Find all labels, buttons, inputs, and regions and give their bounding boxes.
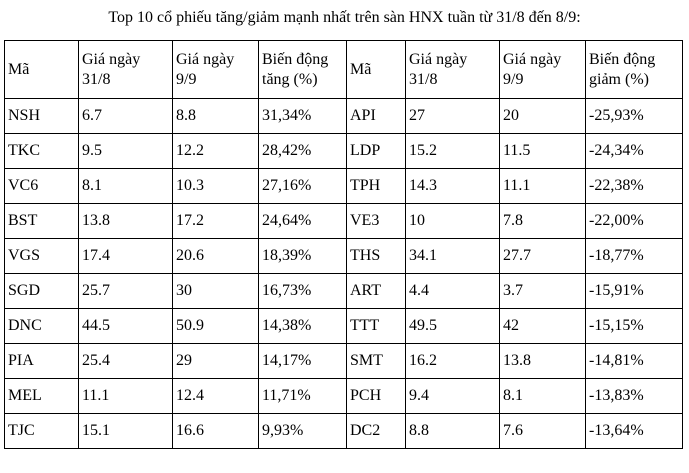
gainer-price-9-9: 50.9: [173, 309, 259, 344]
gainer-price-9-9: 12.4: [173, 379, 259, 414]
gainer-change: 9,93%: [259, 414, 347, 449]
table-row: [5, 309, 683, 344]
table-row: [5, 274, 683, 309]
loser-price-31-8: 15.2: [406, 134, 500, 169]
gainer-price-31-8: 8.1: [79, 169, 173, 204]
table-row: [5, 169, 683, 204]
gainer-code: VC6: [5, 169, 79, 204]
stock-movers-table: [4, 40, 683, 449]
loser-price-9-9: 11.1: [500, 169, 586, 204]
table-row: [5, 99, 683, 134]
gainer-change: 14,17%: [259, 344, 347, 379]
gainer-code: NSH: [5, 99, 79, 134]
gainer-change: 18,39%: [259, 239, 347, 274]
gainer-change: 24,64%: [259, 204, 347, 239]
gainer-price-31-8: 44.5: [79, 309, 173, 344]
header-price-start-left: Giá ngày 31/8: [79, 41, 173, 99]
gainer-change: 14,38%: [259, 309, 347, 344]
table-row: [5, 204, 683, 239]
header-change-up: Biến động tăng (%): [259, 41, 347, 99]
gainer-price-9-9: 30: [173, 274, 259, 309]
gainer-price-9-9: 17.2: [173, 204, 259, 239]
loser-price-31-8: 14.3: [406, 169, 500, 204]
gainer-change: 11,71%: [259, 379, 347, 414]
gainer-change: 27,16%: [259, 169, 347, 204]
loser-code: TTT: [347, 309, 406, 344]
table-row: [5, 414, 683, 449]
loser-price-31-8: 8.8: [406, 414, 500, 449]
gainer-price-9-9: 29: [173, 344, 259, 379]
loser-price-31-8: 49.5: [406, 309, 500, 344]
loser-code: DC2: [347, 414, 406, 449]
loser-price-9-9: 7.6: [500, 414, 586, 449]
loser-price-31-8: 4.4: [406, 274, 500, 309]
loser-code: TPH: [347, 169, 406, 204]
loser-code: LDP: [347, 134, 406, 169]
gainer-code: BST: [5, 204, 79, 239]
gainer-price-31-8: 25.4: [79, 344, 173, 379]
loser-code: ART: [347, 274, 406, 309]
header-price-end-left: Giá ngày 9/9: [173, 41, 259, 99]
loser-change: -18,77%: [586, 239, 683, 274]
loser-price-31-8: 16.2: [406, 344, 500, 379]
gainer-change: 16,73%: [259, 274, 347, 309]
header-price-end-right: Giá ngày 9/9: [500, 41, 586, 99]
gainer-price-31-8: 6.7: [79, 99, 173, 134]
loser-change: -14,81%: [586, 344, 683, 379]
gainer-price-9-9: 20.6: [173, 239, 259, 274]
loser-price-31-8: 34.1: [406, 239, 500, 274]
gainer-change: 31,34%: [259, 99, 347, 134]
loser-price-31-8: 10: [406, 204, 500, 239]
gainer-change: 28,42%: [259, 134, 347, 169]
loser-code: API: [347, 99, 406, 134]
gainer-price-31-8: 11.1: [79, 379, 173, 414]
loser-price-9-9: 27.7: [500, 239, 586, 274]
gainer-price-9-9: 12.2: [173, 134, 259, 169]
header-code-right: Mã: [347, 41, 406, 99]
header-price-start-right: Giá ngày 31/8: [406, 41, 500, 99]
gainer-price-31-8: 17.4: [79, 239, 173, 274]
gainer-price-9-9: 16.6: [173, 414, 259, 449]
loser-change: -15,15%: [586, 309, 683, 344]
gainer-price-31-8: 15.1: [79, 414, 173, 449]
loser-price-9-9: 20: [500, 99, 586, 134]
table-row: [5, 239, 683, 274]
header-change-down: Biến động giảm (%): [586, 41, 683, 99]
gainer-price-31-8: 9.5: [79, 134, 173, 169]
loser-price-9-9: 7.8: [500, 204, 586, 239]
loser-change: -15,91%: [586, 274, 683, 309]
gainer-code: MEL: [5, 379, 79, 414]
loser-price-31-8: 27: [406, 99, 500, 134]
loser-change: -13,64%: [586, 414, 683, 449]
gainer-price-9-9: 10.3: [173, 169, 259, 204]
gainer-code: TKC: [5, 134, 79, 169]
loser-price-31-8: 9.4: [406, 379, 500, 414]
gainer-price-9-9: 8.8: [173, 99, 259, 134]
gainer-price-31-8: 25.7: [79, 274, 173, 309]
gainer-price-31-8: 13.8: [79, 204, 173, 239]
loser-change: -13,83%: [586, 379, 683, 414]
table-row: [5, 344, 683, 379]
loser-price-9-9: 11.5: [500, 134, 586, 169]
loser-price-9-9: 42: [500, 309, 586, 344]
loser-change: -22,38%: [586, 169, 683, 204]
gainer-code: TJC: [5, 414, 79, 449]
gainer-code: SGD: [5, 274, 79, 309]
gainer-code: VGS: [5, 239, 79, 274]
loser-code: VE3: [347, 204, 406, 239]
table-title: Top 10 cổ phiếu tăng/giảm mạnh nhất trên sàn HNX tuần từ 31/8 đến 8/9:: [108, 9, 581, 26]
table-row: [5, 134, 683, 169]
gainer-code: PIA: [5, 344, 79, 379]
loser-change: -25,93%: [586, 99, 683, 134]
table-row: [5, 379, 683, 414]
loser-price-9-9: 13.8: [500, 344, 586, 379]
loser-code: THS: [347, 239, 406, 274]
header-code-left: Mã: [5, 41, 79, 99]
loser-change: -24,34%: [586, 134, 683, 169]
gainer-code: DNC: [5, 309, 79, 344]
loser-code: SMT: [347, 344, 406, 379]
loser-price-9-9: 3.7: [500, 274, 586, 309]
header-row: [5, 41, 683, 99]
loser-code: PCH: [347, 379, 406, 414]
loser-change: -22,00%: [586, 204, 683, 239]
loser-price-9-9: 8.1: [500, 379, 586, 414]
